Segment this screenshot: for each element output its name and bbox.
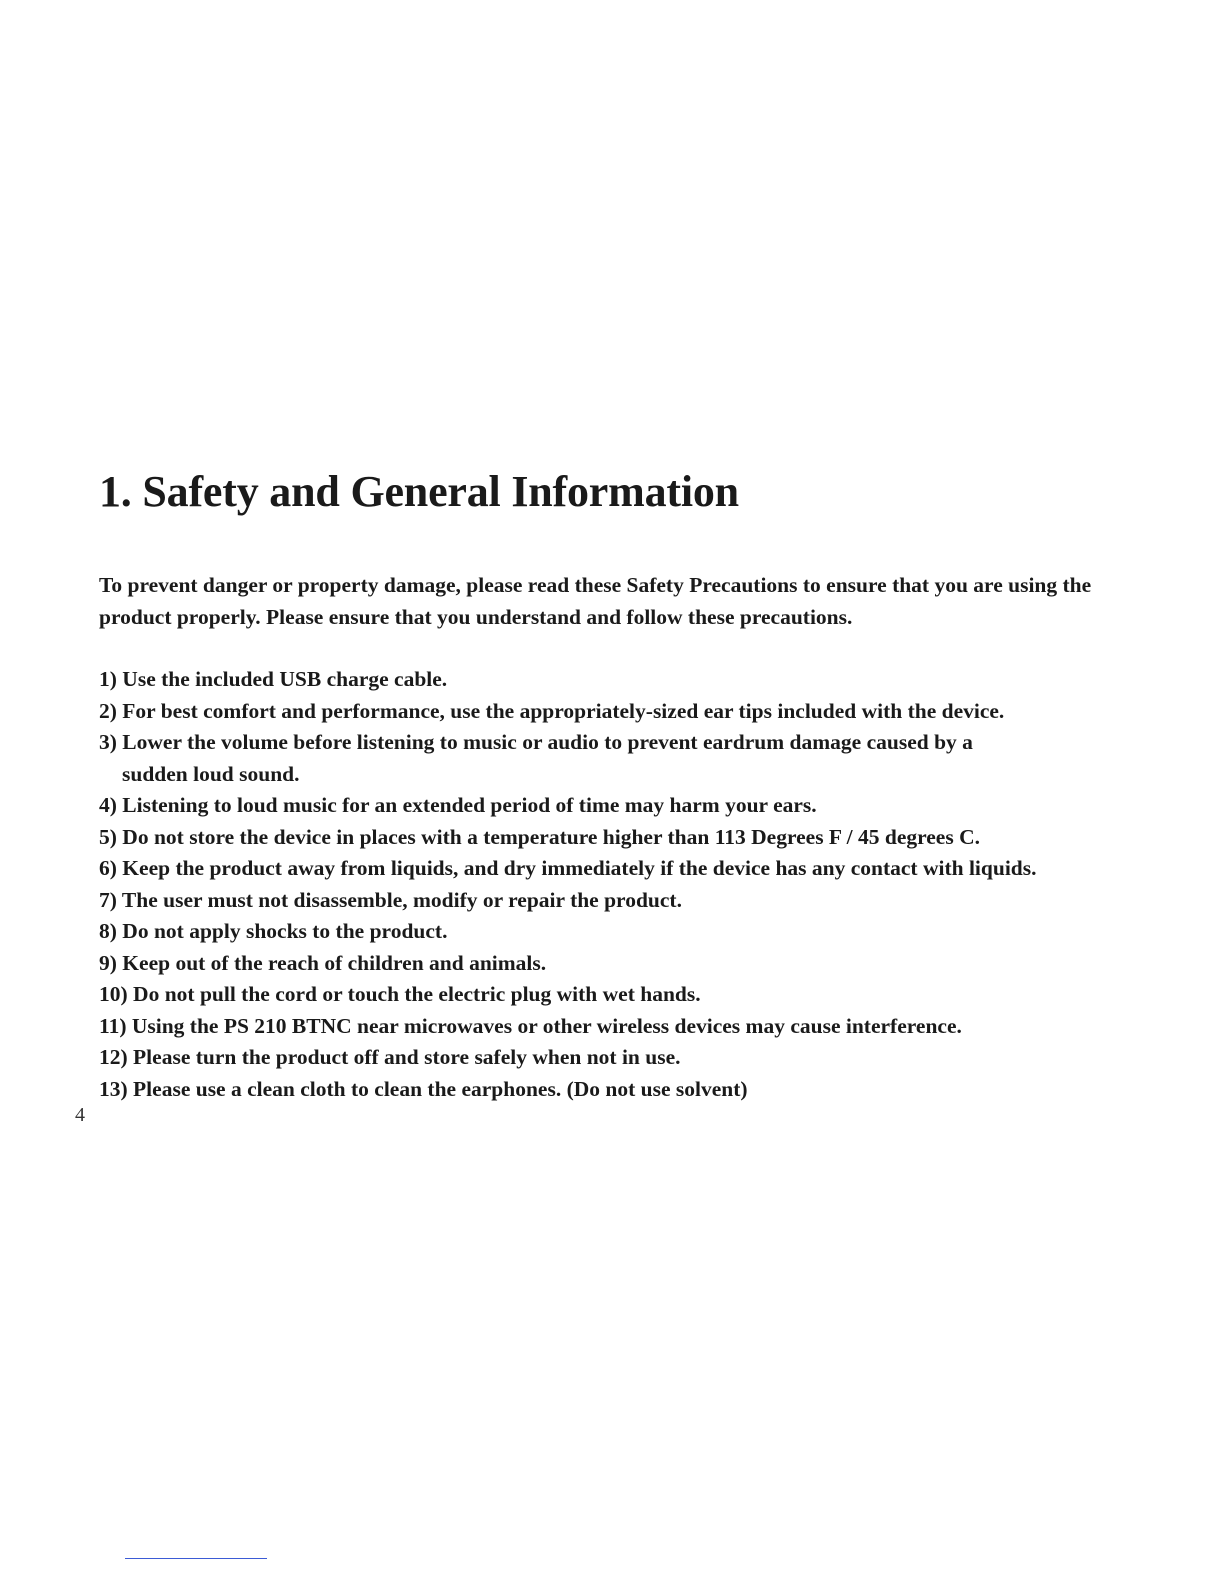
footer-rule	[125, 1558, 267, 1559]
item-text: Please turn the product off and store safely when not in use.	[133, 1045, 681, 1069]
list-item	[99, 948, 1109, 980]
item-number: 3)	[99, 730, 117, 754]
item-text: Please use a clean cloth to clean the earphones. (Do not use solvent)	[133, 1076, 748, 1101]
item-number: 8)	[99, 919, 117, 943]
item-number: 4)	[99, 793, 117, 817]
item-text: Use the included USB charge cable.	[122, 667, 448, 691]
item-text: Using the PS 210 BTNC near microwaves or other wireless devices may cause interference.	[131, 1013, 962, 1038]
list-item	[99, 727, 1109, 790]
item-text: The user must not disassemble, modify or repair the product.	[121, 887, 682, 912]
item-number: 11)	[99, 1013, 127, 1038]
item-number: 12)	[99, 1045, 128, 1069]
item-number: 2)	[99, 698, 117, 723]
item-number: 10)	[99, 982, 128, 1006]
list-item	[99, 885, 1109, 917]
item-text: Do not store the device in places with a temperature higher than 113 Degrees F / 45 degrees C.	[122, 824, 980, 849]
page-number: 4	[75, 1104, 85, 1126]
item-number: 7)	[99, 887, 117, 912]
item-text: Listening to loud music for an extended period of time may harm your ears.	[122, 793, 817, 817]
item-text: Do not pull the cord or touch the electric plug with wet hands.	[133, 982, 701, 1006]
list-item	[99, 664, 1109, 696]
item-text: Keep the product away from liquids, and dry immediately if the device has any contact with liquids.	[122, 856, 1037, 880]
item-text: Lower the volume before listening to music or audio to prevent eardrum damage caused by a	[122, 730, 973, 754]
list-item	[99, 853, 1109, 885]
list-item	[99, 1074, 1109, 1106]
list-item	[99, 916, 1109, 948]
list-item	[99, 979, 1109, 1011]
item-text: Keep out of the reach of children and animals.	[122, 950, 547, 975]
item-text: For best comfort and performance, use the appropriately-sized ear tips included with the device.	[122, 698, 1005, 723]
list-item	[99, 1042, 1109, 1074]
list-item	[99, 790, 1109, 822]
item-number: 1)	[99, 667, 117, 691]
precautions-list	[99, 664, 1109, 1105]
list-item	[99, 822, 1109, 854]
item-number: 6)	[99, 856, 117, 880]
item-text: Do not apply shocks to the product.	[122, 919, 448, 943]
page-title: 1. Safety and General Information	[99, 467, 739, 516]
item-text-continued: sudden loud sound.	[122, 761, 300, 786]
list-item	[99, 696, 1109, 728]
list-item	[99, 1011, 1109, 1043]
item-number: 13)	[99, 1076, 128, 1101]
intro-paragraph: To prevent danger or property damage, please read these Safety Precautions to ensure that you are using the product properly. Please ensure that you understand and follow these precautions.	[99, 573, 1092, 629]
item-number: 9)	[99, 950, 117, 975]
item-number: 5)	[99, 824, 117, 849]
